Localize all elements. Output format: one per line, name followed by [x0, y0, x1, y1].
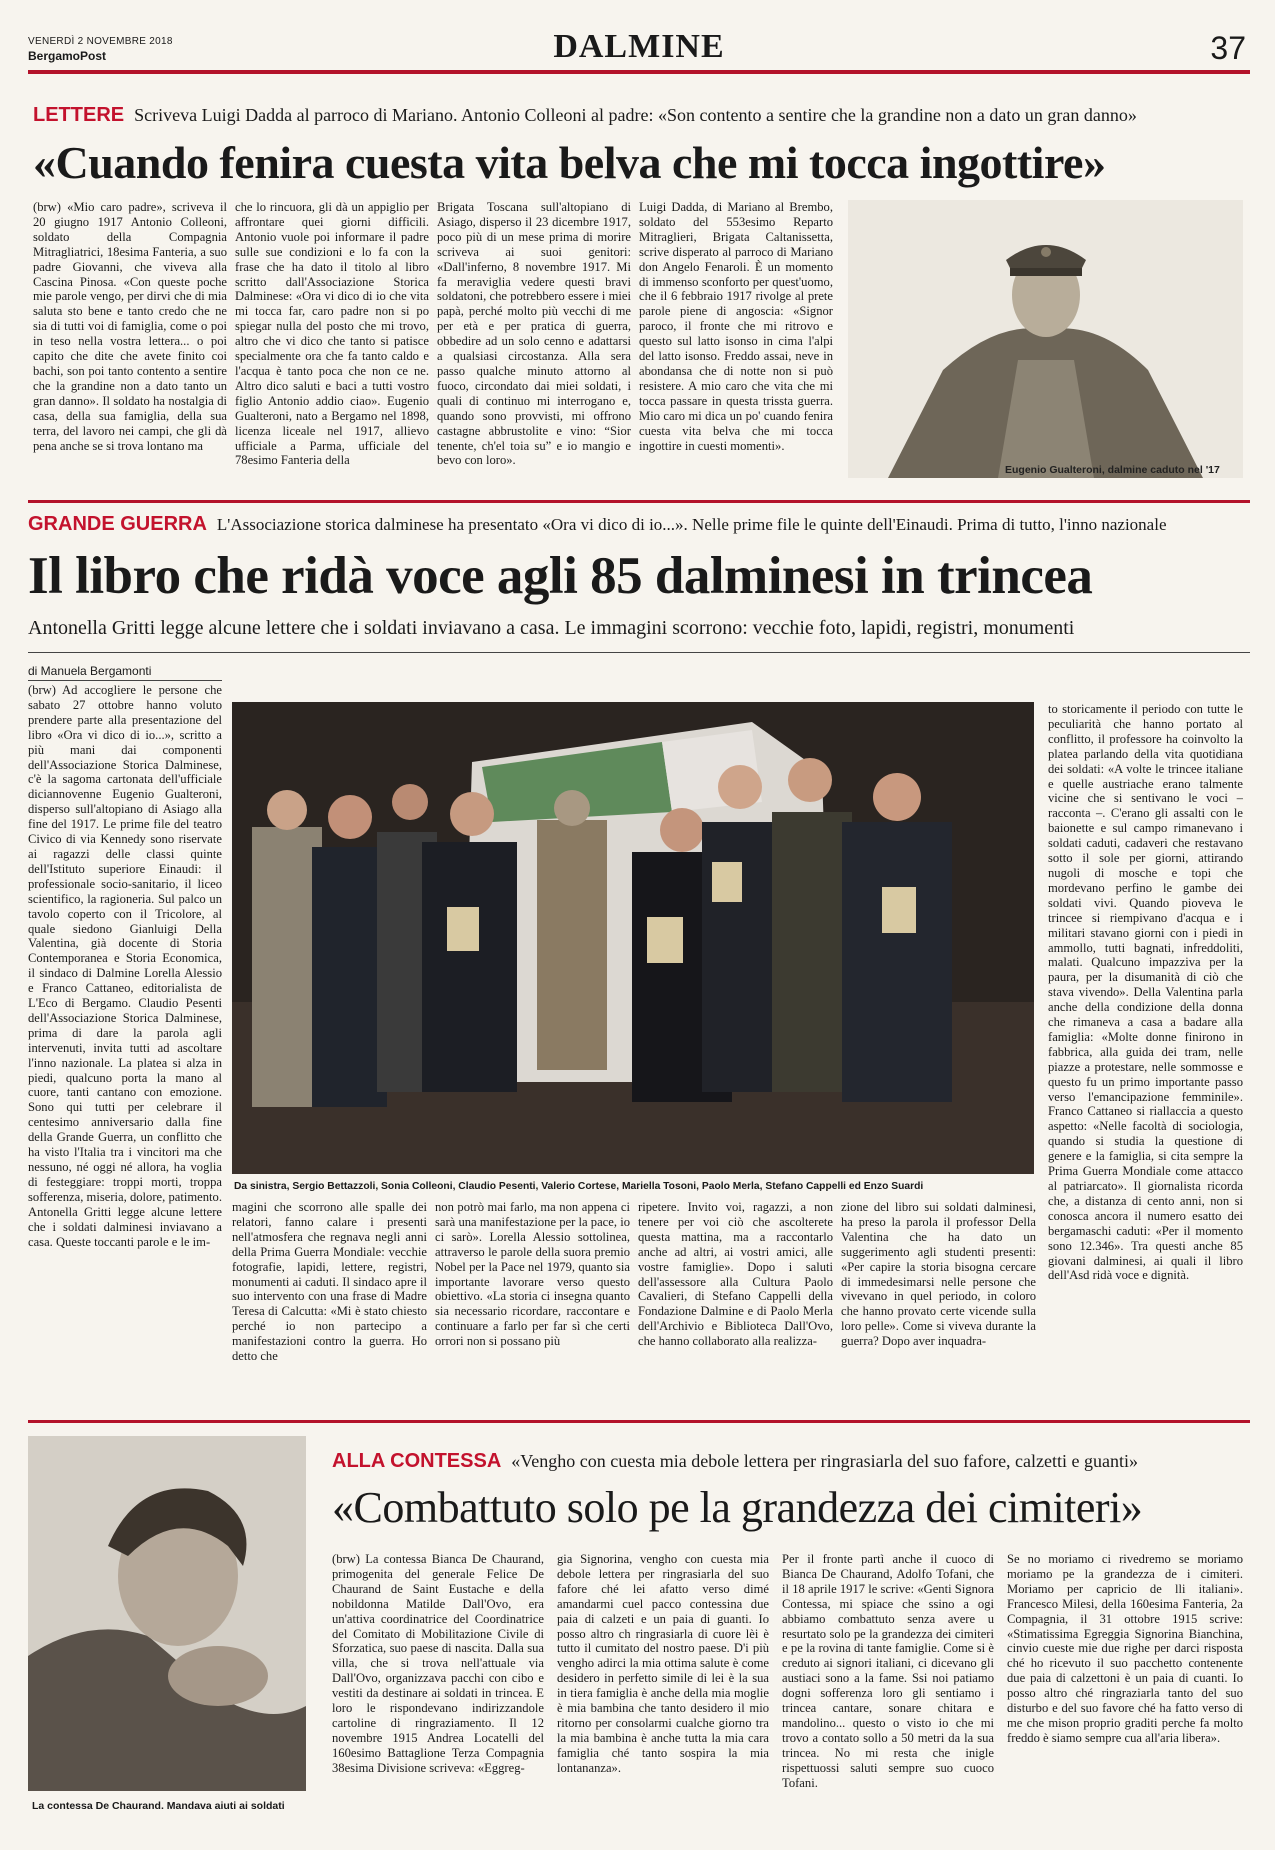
- issue-date: VENERDÌ 2 NOVEMBRE 2018: [28, 36, 173, 47]
- article3-column-1: (brw) La contessa Bianca De Chaurand, primogenita del generale Felice De Chaurand de Saint Eustache e della nobildonna Matilde Dall'Ovo, era un'attiva coordinatrice del Coordinatrice del Comitato di Mobilitazione Civile di Sforzatica, suo paese di nascita. Dalla sua villa, che si trova nell'attuale via Dall'Ovo, organizzava pacchi con cibo e vestiti da destinare ai soldati in trincea. E loro le rispondevano indirizzandole cartoline di ringraziamento. Il 12 novembre 1915 Andrea Locatelli del 160esimo Battaglione Terza Compagnia 38esima Divisione scriveva: «Eggreg-: [332, 1552, 544, 1775]
- article2-kicker-text: L'Associazione storica dalminese ha presentato «Ora vi dico di io...». Nelle prime file le quinte dell'Einaudi. Prima di tutto, l'inno nazionale: [216, 515, 1167, 534]
- article1-column-3: Brigata Toscana sull'altopiano di Asiago, disperso il 23 dicembre 1917, poco più di un mese prima di morire scriveva ai suoi genitori: «Dall'inferno, 8 novembre 1917. Mi fa meraviglia vedere questi bravi soldatoni, che potrebbero essere i miei papà, perché molto più vecchi di me per età e per pratica di guerra, obbedire ad un solo cenno e adattarsi a qualsiasi circostanza. Alla sera passo qualche minuto attorno al fuoco, circondato dai miei soldati, i quali di continuo mi interrogano e, quando sono provvisti, mi offrono castagne abbrustolite e vino: “Sior tenente, ch'el toia su” e io mangio e bevo con loro».: [437, 200, 631, 468]
- article2-byline: di Manuela Bergamonti: [28, 664, 152, 678]
- publication-name: BergamoPost: [28, 49, 107, 63]
- group-photo: [232, 702, 1034, 1174]
- article3-kicker-text: «Vengho con cuesta mia debole lettera per ringrasiarla del suo fafore, calzetti e guanti»: [511, 1451, 1138, 1471]
- article2-headline: Il libro che ridà voce agli 85 dalminesi in trincea: [28, 547, 1093, 605]
- soldier-portrait-photo: [848, 200, 1243, 478]
- article3-kicker: [332, 1450, 1138, 1473]
- article2-bottom-column-3: ripetere. Invito voi, ragazzi, a non tenere per voi ciò che ascolterete questa mattina, ma a raccontarlo anche ad altri, ai vostri amici, alle vostre famiglie». Dopo i saluti dell'assessore alla Cultura Paolo Cavalieri, di Stefano Cappelli della Fondazione Dalmine e di Paolo Merla dell'Archivio e Biblioteca Dall'Ovo, che hanno collaborato alla realizza-: [638, 1200, 833, 1349]
- section-divider-2: [28, 1420, 1250, 1423]
- masthead-rule: [28, 70, 1250, 74]
- group-photo-caption: Da sinistra, Sergio Bettazzoli, Sonia Colleoni, Claudio Pesenti, Valerio Cortese, Mariella Tosoni, Paolo Merla, Stefano Cappelli ed Enzo Suardi: [234, 1181, 924, 1192]
- article2-bottom-column-1: magini che scorrono alle spalle dei relatori, fanno calare i presenti nell'atmosfera che regnava negli anni della Prima Guerra Mondiale: vecchie fotografie, lapidi, lettere, registri, monumenti ai caduti. Il sindaco apre il suo intervento con una frase di Madre Teresa di Calcutta: «Mi è stato chiesto perché io non partecipo a manifestazioni contro la guerra. Ho detto che: [232, 1200, 427, 1364]
- article2-subhead: Antonella Gritti legge alcune lettere che i soldati inviavano a casa. Le immagini scorrono: vecchie foto, lapidi, registri, monumenti: [28, 617, 1075, 639]
- byline-rule: [28, 680, 222, 681]
- article2-kicker: [28, 513, 1167, 536]
- article2-bottom-column-2: non potrò mai farlo, ma non appena ci sarà una manifestazione per la pace, io ci sarò». Lorella Alessio sottolinea, attraverso le parole della suora premio Nobel per la Pace nel 1979, quanto sia importante lavorare verso questo obiettivo. «La storia ci insegna quanto sia necessario ricordare, raccontare e continuare a farlo per far sì che certi orrori non si possano più: [435, 1200, 630, 1349]
- article1-column-1: (brw) «Mio caro padre», scriveva il 20 giugno 1917 Antonio Colleoni, soldato della Compagnia Mitragliatrici, 18esima Fanteria, a suo padre Giovanni, che viveva alla Cascina Pinosa. «Con queste poche mie parole vengo, per dirvi che di mia saluta sto bene e tanto credo che ne sia di tutti voi di famiglia, come o poi in teso nella vostra lettera... o poi capito che dite che avete finito coi bachi, son poi tanto contento a sentire che la grandine non a dato tanto un gran danno». Il soldato ha nostalgia di casa, della sua famiglia, della sua terra, del lavoro nei campi, che gli dà pena anche se si trova lontano ma: [33, 200, 227, 453]
- article3-column-2: gia Signorina, vengho con cuesta mia debole lettera per ringrasiarla del suo fafore ché lei afatto verso dimé amandarmi cuel pacco contessina due paia di calzeti e un paia di guanti. Io posso altro ch ringrasiarla di cuore lèi è tutto il cumitato del nostro paese. D'i più vengho adirci la mia ottima salute è come desidero in perfetto simile di lei è la sua in tiera famiglia è anche della mia moglie è mia bambina che tanto desidero il mio ritorno per consolarmi cualche giorno tra la mia bambina è anche tutta la mia cara famiglia ché tanto sospira la mia lontananza».: [557, 1552, 769, 1775]
- article1-column-4: Luigi Dadda, di Mariano al Brembo, soldato del 553esimo Reparto Mitraglieri, Brigata Caltanissetta, scrive disperato al parroco di Mariano don Angelo Fenaroli. È un momento di immenso sconforto per quest'uomo, che il 6 febbraio 1917 rivolge al prete parole piene di angoscia: «Signor paroco, il fronte che mi ritrovo e questo sul latto isonso in cima l'alpi del latto isonso. Freddo assai, neve in abondansa che di notte non si può resistere. A mio caro che vita che mi tocca passare in questa trissta guerra. Mio caro mi dica un po' cuando fenira cuesta vita belva che mi tocca ingottire in cuesti momenti».: [639, 200, 833, 453]
- article3-headline: «Combattuto solo pe la grandezza dei cimiteri»: [332, 1483, 1143, 1532]
- article2-tag: GRANDE GUERRA: [28, 513, 207, 535]
- article2-bottom-column-4: zione del libro sui soldati dalminesi, ha preso la parola il professor Della Valentina che ha dato un suggerimento agli studenti presenti: «Per capire la storia bisogna cercare di immedesimarsi nelle persone che vivevano in quel periodo, in coloro che hanno provato certe vicende sulla loro pelle». Come si viveva durante la guerra? Dopo aver inquadra-: [841, 1200, 1036, 1349]
- article3-column-3: Per il fronte partì anche il cuoco di Bianca De Chaurand, Adolfo Tofani, che il 18 aprile 1917 le scrive: «Genti Signora Contessa, mi spiace che ssino a ogi abbiamo combattuto senza avere u resurtato solo pe la grandezza dei cimiteri e pe la rovina di tante famiglie. Come si è creduto ai signori italiani, ci dicevano gli austiaci sono a la fame. Ssi noi patiamo dogni sofferenza loro gli sentiamo i trincea cantare, sonare chitara e mandolino... questo o visto io che mi trovo a contato sollo a 50 metri da la sua trincea. No mi resta che inigle rispettuossi saluti sempre suo cuoco Tofani.: [782, 1552, 994, 1790]
- article2-left-column: (brw) Ad accogliere le persone che sabato 27 ottobre hanno voluto prendere parte alla presentazione del libro «Ora vi dico di io...», scritto a più mani dai componenti dell'Associazione Storica Dalminese, c'è la sagoma cartonata dell'ufficiale diciannovenne Eugenio Gualteroni, disperso sull'altopiano di Asiago alla fine del 1917. Le prime file del teatro Civico di via Kennedy sono riservate ai ragazzi delle classi quinte dell'Istituto superiore Einaudi: il professionale socio-sanitario, il liceo scientifico, la ragioneria. Sul palco un tavolo coperto con il Tricolore, al quale siedono Gianluigi Della Valentina, già docente di Storia Contemporanea e Storia Economica, il sindaco di Dalmine Lorella Alessio e Franco Cattaneo, editorialista de L'Eco di Bergamo. Claudio Pesenti dell'Associazione Storica Dalminese, prima di dare la parola agli intervenuti, invita tutti ad ascoltare l'inno nazionale. La platea si alza in piedi, qualcuno porta la mano al cuore, tanti cantano con emozione. Sono qui tutti per celebrare il centesimo anniversario dalla fine della Grande Guerra, un conflitto che ha visto l'Italia tra i vincitori ma che nessuno, né oggi né allora, ha voglia di festeggiare: troppi morti, troppa sofferenza, miseria, dolore, patimento. Antonella Gritti legge alcune lettere che i soldati dalminesi inviavano a casa. Queste toccanti parole e le im-: [28, 683, 222, 1249]
- article1-kicker-text: Scriveva Luigi Dadda al parroco di Mariano. Antonio Colleoni al padre: «Son contento a sentire che la grandine non a dato un gran danno»: [134, 105, 1137, 125]
- countess-portrait-caption: La contessa De Chaurand. Mandava aiuti ai soldati: [32, 1800, 285, 1812]
- article3-tag: ALLA CONTESSA: [332, 1450, 502, 1472]
- section-divider-1: [28, 500, 1250, 503]
- page-number: 37: [1210, 30, 1246, 66]
- soldier-portrait-caption: Eugenio Gualteroni, dalmine caduto nel '17: [1005, 464, 1220, 476]
- article2-right-column: to storicamente il periodo con tutte le peculiarità che hanno portato al conflitto, il professore ha coinvolto la platea parlando della vita quotidiana dei soldati: «A volte le trincee italiane e quelle austriache erano talmente vicine che si sentivano le voci – racconta –. C'erano gli assalti con le baionette e sul campo rimanevano i soldati caduti, cadaveri che restavano sotto il sole per giorni, attirando nugoli di mosche e topi che mordevano perfino le gambe dei soldati vivi. Quando pioveva le trincee si riempivano d'acqua e i militari stavano giorni con i piedi in ammollo, tutti bagnati, infreddoliti, malati. Qualcuno impazziva per la paura, per la disumanità di ciò che stava vivendo». Della Valentina parla anche della condizione della donna che rimaneva a casa a badare alla famiglia: «Molte donne finirono in fabbrica, alla guida dei tram, nelle piazze a protestare, nelle sommosse e questo fu un primo importante passo verso l'emancipazione femminile». Franco Cattaneo si riallaccia a questo aspetto: «Nelle facoltà di sociologia, quando si studia la questione di genere e la famiglia, si cita sempre la Prima Guerra Mondiale come attacco al patriarcato». Il giornalista ricorda che, a distanza di cento anni, non si conosca ancora il numero esatto dei bergamaschi caduti: «Per il momento sono 12.346». Tra questi anche 85 giovani dalminesi, ai quali il libro dell'Asd ridà voce e dignità.: [1048, 702, 1243, 1283]
- section-title: DALMINE: [553, 28, 725, 65]
- subhead-rule: [28, 652, 1250, 653]
- countess-portrait-photo: [28, 1436, 306, 1791]
- article1-tag: LETTERE: [33, 104, 125, 126]
- article1-column-2: che lo rincuora, gli dà un appiglio per affrontare quei giorni difficili. Antonio vuole poi informare il padre sulle sue condizioni e lo fa con la frase che ha dato il titolo al libro scritto dall'Associazione Storica Dalminese: «Ora vi dico di io che vita mi tocca far, caro padre non si po spiegar nulla del posto che mi trovo, altro che vi dico che tanto si patisce specialmente ora che fa tanto caldo e l'acqua è tanto poca che non ce ne. Altro dico saluti e baci a tutti vostro figlio Antonio addio ciao». Eugenio Gualteroni, nato a Bergamo nel 1898, licenza liceale nel 1917, allievo ufficiale a Parma, ufficiale del 78esimo Fanteria della: [235, 200, 429, 468]
- masthead: [28, 26, 1250, 72]
- article1-headline: «Cuando fenira cuesta vita belva che mi tocca ingottire»: [33, 137, 1106, 188]
- article1-kicker: [33, 104, 1137, 127]
- article3-column-4: Se no moriamo ci rivedremo se moriamo moriamo pe la grandezza de i cimiteri. Moriamo per capricio de lli italiani». Francesco Milesi, della 160esima Fanteria, 2a Compagnia, il 31 ottobre 1915 scrive: «Stimatissima Egreggia Signorina Bianchina, cinvio cueste mie due righe per darci risposta ché ho ricevuto il suo pacchetto contenente due paia di calzettoni è un paia di cuanti. Io posso altro ché ringraziarla tanto del suo disturbo e del suo favore ché ha fatto verso di me che mison proprio graditi perche fa molto freddo è siamo sempre cua all'aria libera».: [1007, 1552, 1243, 1745]
